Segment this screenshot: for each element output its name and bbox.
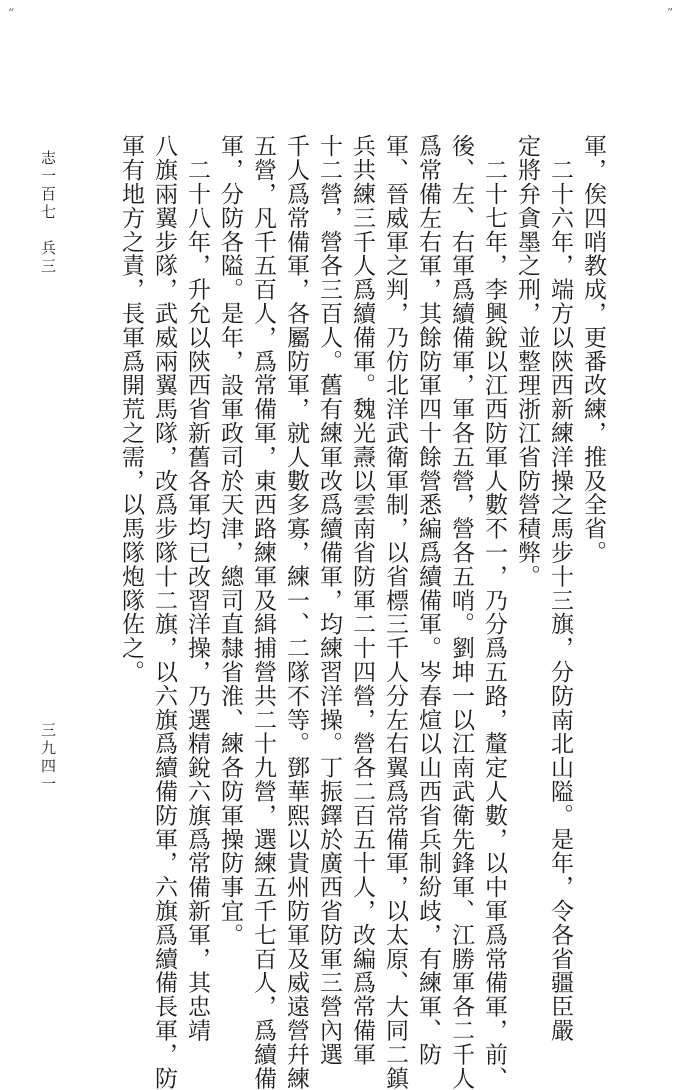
text-column-7: 軍、晉威軍之判，乃仿北洋武衛軍制，以省標三千人分左右翼爲常備軍，以太原、大同二鎮	[382, 134, 408, 1090]
text-column-1: 軍，俟四哨教成，更番改練，推及全省。	[580, 134, 606, 565]
text-column-13: 二十八年，升允以陝西省新舊各軍均已改習洋操，乃選精銳六旗爲常備新軍，其忠靖	[184, 134, 210, 1043]
text-column-4: 二十七年，李興銳以江西防軍人數不一，乃分爲五路，釐定人數，以中軍爲常備軍，前、	[481, 134, 507, 1090]
text-column-10: 千人爲常備軍，各屬防軍，就人數多寡，練一、二隊不等。鄧華熙以貴州防軍及威遠營幷練	[283, 134, 309, 1090]
running-head: 志一百七 兵三	[39, 150, 57, 276]
text-column-6: 爲常備左右軍，其餘防軍四十餘營悉編爲續備軍。岑春煊以山西省兵制紛歧，有練軍、防	[415, 134, 441, 1067]
text-column-14: 八旗兩翼步隊，武威兩翼馬隊，改爲步隊十二旗，以六旗爲續備防軍，六旗爲續備長軍，防	[151, 134, 177, 1090]
text-column-3: 定將弁貪墨之刑，並整理浙江省防營積弊。	[514, 134, 540, 589]
text-column-2: 二十六年，端方以陝西新練洋操之馬步十三旗，分防南北山隘。是年，令各省疆臣嚴	[547, 134, 573, 1043]
corner-mark-right: ”	[666, 6, 673, 20]
text-column-9: 十二營，營各三百人。舊有練軍改爲續備軍，均練習洋操。丁振鐸於廣西省防軍三營內選	[316, 134, 342, 1067]
text-column-15: 軍有地方之責，長軍爲開荒之需，以馬隊炮隊佐之。	[118, 134, 144, 684]
page-number: 三九四一	[39, 722, 57, 794]
text-column-5: 後、左、右軍爲續備軍，軍各五營，營各五哨。劉坤一以江南武衛先鋒軍、江勝軍各二千人	[448, 134, 474, 1090]
text-column-12: 軍，分防各隘。是年，設軍政司於天津，總司直隸省淮、練各防軍操防事宜。	[217, 134, 243, 947]
text-column-11: 五營，凡千五百人，爲常備軍，東西路練軍及緝捕營共二十九營，選練五千七百人，爲續備	[250, 134, 276, 1090]
text-column-8: 兵共練三千人爲續備軍。魏光燾以雲南省防軍二十四營，營各二百五十人，改編爲常備軍	[349, 134, 375, 1067]
corner-mark-left: “	[8, 6, 15, 20]
